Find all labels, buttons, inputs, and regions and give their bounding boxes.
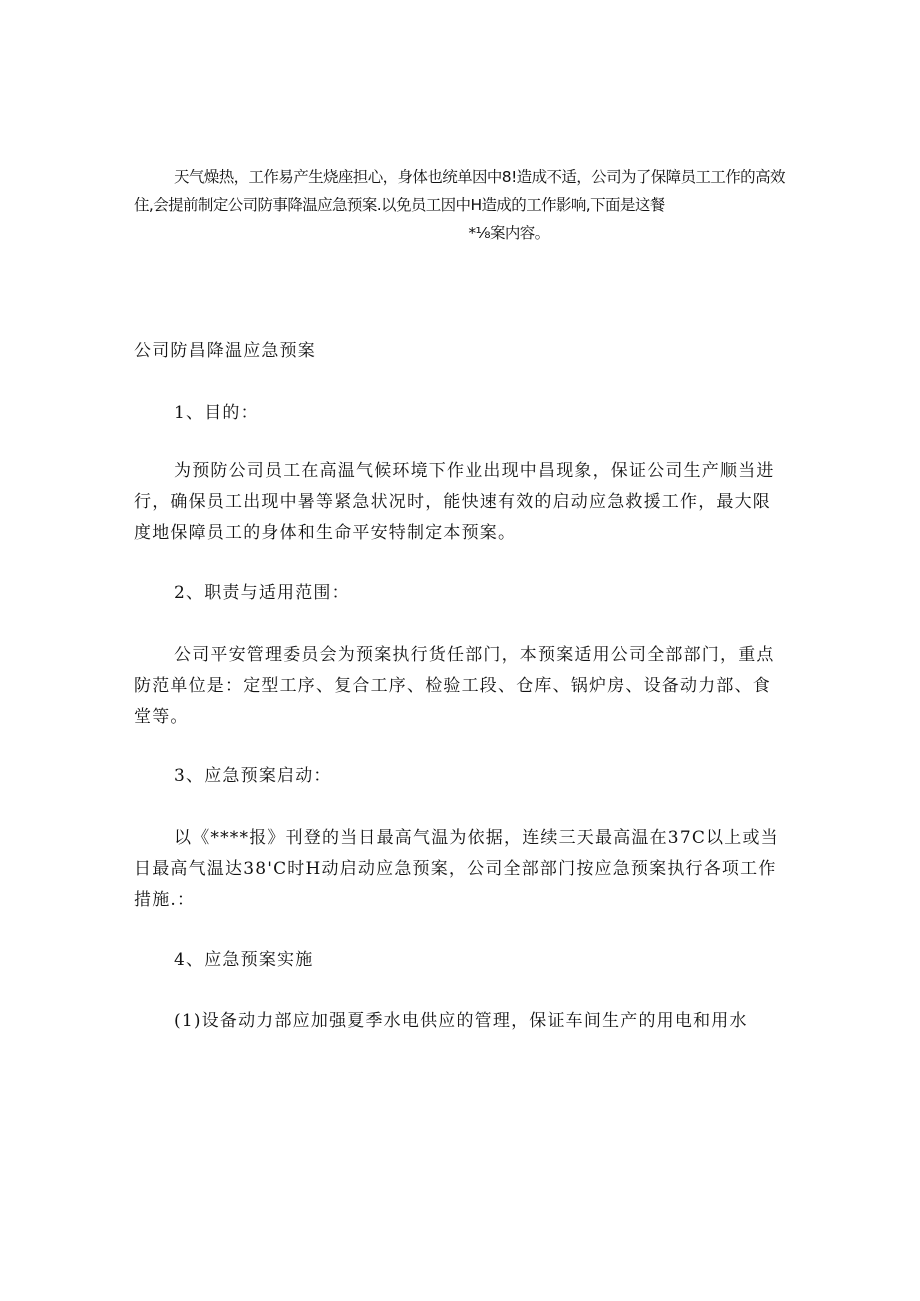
heading-text: 3、应急预案启动： xyxy=(174,766,332,786)
paragraph-line: 防范单位是：定型工序、复合工序、检验工段、仓库、锅炉房、设备动力部、食 xyxy=(134,676,771,696)
paragraph-line: 措施.： xyxy=(134,890,196,910)
paragraph-line: 度地保障员工的身体和生命平安特制定本预案。 xyxy=(134,523,517,543)
paragraph-line: 日最高气温达38'C时H动启动应急预案，公司全部部门按应急预案执行各项工作 xyxy=(134,859,777,879)
implementation-item xyxy=(134,1006,794,1037)
intro-line: *⅛案内容。 xyxy=(468,224,550,242)
heading-text: 1、目的： xyxy=(174,403,259,423)
section-paragraph-activation xyxy=(134,823,794,916)
paragraph-line: 为预防公司员工在高温气候环境下作业出现中昌现象，保证公司生产顺当进 xyxy=(174,461,775,481)
paragraph-line: 公司平安管理委员会为预案执行货任部门，本预案适用公司全部部门，重点 xyxy=(174,645,775,665)
heading-text: 4、应急预案实施 xyxy=(174,950,314,970)
paragraph-line: 以《****报》刊登的当日最高气温为依据，连续三天最高温在37C以上或当 xyxy=(174,828,779,848)
intro-line: 住,会提前制定公司防事降温应急预案.以免员工因中H造成的工作影响,下面是这餐 xyxy=(134,196,665,214)
section-heading-implementation xyxy=(134,945,794,976)
title-text: 公司防昌降温应急预案 xyxy=(134,341,316,361)
paragraph-line: 堂等。 xyxy=(134,707,189,727)
section-heading-activation xyxy=(134,761,794,792)
document-title xyxy=(134,336,794,367)
intro-paragraph xyxy=(134,163,794,247)
item-line: (1)设备动力部应加强夏季水电供应的管理，保证车间生产的用电和用水 xyxy=(174,1011,748,1031)
paragraph-line: 行，确保员工出现中暑等紧急状况时，能快速有效的启动应急救援工作，最大限 xyxy=(134,492,771,512)
section-paragraph-scope xyxy=(134,640,794,733)
intro-line: 天气燥热，工作易产生烧座担心，身体也统单因中8!造成不适，公司为了保障员工工作的高效 xyxy=(174,168,785,186)
section-heading-scope xyxy=(134,578,794,609)
heading-text: 2、职责与适用范围： xyxy=(174,583,350,603)
section-heading-purpose xyxy=(134,398,794,429)
section-paragraph-purpose xyxy=(134,456,794,549)
